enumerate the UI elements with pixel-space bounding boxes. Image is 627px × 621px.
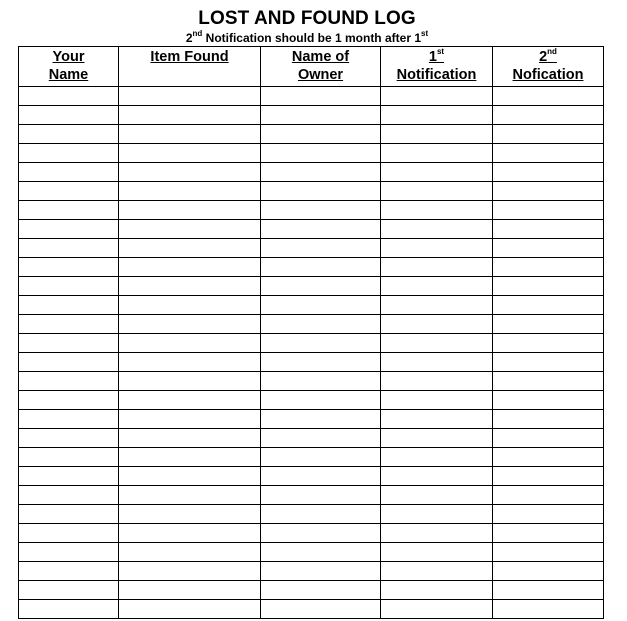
table-row [19,277,604,296]
table-cell[interactable] [381,448,493,467]
table-cell[interactable] [261,334,381,353]
table-cell[interactable] [381,524,493,543]
table-cell[interactable] [261,543,381,562]
table-cell[interactable] [119,429,261,448]
table-cell[interactable] [493,391,604,410]
header-item-found-label: Item Found [150,49,229,65]
table-cell[interactable] [119,410,261,429]
table-cell[interactable] [119,315,261,334]
table-row [19,391,604,410]
table-cell[interactable] [119,144,261,163]
table-row [19,353,604,372]
table-cell[interactable] [119,163,261,182]
table-row [19,410,604,429]
table-cell[interactable] [261,277,381,296]
header-name-of-owner [261,47,381,87]
table-row [19,258,604,277]
table-cell[interactable] [493,315,604,334]
table-cell[interactable] [381,562,493,581]
table-cell[interactable] [493,106,604,125]
header-second-notification-label: Nofication [512,67,584,83]
table-cell[interactable] [119,277,261,296]
header-name-of-owner-line2: Owner [297,67,344,83]
table-cell[interactable] [19,505,119,524]
table-cell[interactable] [493,543,604,562]
table-cell[interactable] [19,524,119,543]
table-cell[interactable] [119,505,261,524]
subtitle-middle-text: Notification should be 1 month after [202,31,415,45]
table-cell[interactable] [19,220,119,239]
table-cell[interactable] [119,600,261,619]
table-cell[interactable] [19,467,119,486]
table-cell[interactable] [381,581,493,600]
table-row [19,163,604,182]
table-cell[interactable] [493,467,604,486]
table-cell[interactable] [493,524,604,543]
table-cell[interactable] [381,201,493,220]
table-row [19,144,604,163]
table-cell[interactable] [381,391,493,410]
table-cell[interactable] [19,600,119,619]
subtitle-superscript-b: st [421,29,429,38]
table-cell[interactable] [493,486,604,505]
table-cell[interactable] [19,125,119,144]
table-cell[interactable] [119,562,261,581]
table-cell[interactable] [493,353,604,372]
table-cell[interactable] [119,391,261,410]
table-row [19,486,604,505]
table-cell[interactable] [381,106,493,125]
subtitle-ordinal-b: 1 [414,31,422,45]
table-cell[interactable] [493,562,604,581]
table-row [19,467,604,486]
table-cell[interactable] [19,372,119,391]
table-row [19,106,604,125]
table-cell[interactable] [19,429,119,448]
table-cell[interactable] [261,486,381,505]
table-cell[interactable] [493,581,604,600]
table-row [19,239,604,258]
table-cell[interactable] [119,106,261,125]
table-cell[interactable] [119,353,261,372]
table-cell[interactable] [19,163,119,182]
table-cell[interactable] [493,296,604,315]
subtitle-ordinal-a: 2 [185,31,193,45]
table-cell[interactable] [381,258,493,277]
table-cell[interactable] [261,182,381,201]
table-row [19,600,604,619]
table-cell[interactable] [119,296,261,315]
header-second-notification-ordinal: 2 [539,49,548,65]
table-cell[interactable] [19,353,119,372]
table-cell[interactable] [119,448,261,467]
table-cell[interactable] [19,543,119,562]
table-cell[interactable] [261,600,381,619]
header-first-notification-label: Notification [396,67,477,83]
table-cell[interactable] [119,334,261,353]
table-row [19,87,604,106]
table-cell[interactable] [381,600,493,619]
table-cell[interactable] [19,182,119,201]
table-cell[interactable] [261,201,381,220]
table-cell[interactable] [493,201,604,220]
table-cell[interactable] [119,125,261,144]
table-cell[interactable] [261,220,381,239]
table-cell[interactable] [119,258,261,277]
table-body [19,87,604,619]
table-cell[interactable] [493,429,604,448]
table-cell[interactable] [119,486,261,505]
table-cell[interactable] [19,144,119,163]
table-cell[interactable] [493,220,604,239]
table-cell[interactable] [119,182,261,201]
table-cell[interactable] [261,410,381,429]
table-cell[interactable] [381,353,493,372]
subtitle-superscript-a: nd [192,29,203,38]
header-name-of-owner-line1: Name of [291,49,350,65]
page-title: LOST AND FOUND LOG [198,8,416,29]
table-cell[interactable] [261,239,381,258]
table-cell[interactable] [261,258,381,277]
table-cell[interactable] [19,410,119,429]
table-cell[interactable] [119,201,261,220]
table-cell[interactable] [381,334,493,353]
table-cell[interactable] [261,315,381,334]
table-row [19,562,604,581]
table-cell[interactable] [19,448,119,467]
table-cell[interactable] [381,467,493,486]
table-cell[interactable] [119,581,261,600]
header-second-notification [493,47,604,87]
table-row [19,448,604,467]
table-row [19,581,604,600]
table-cell[interactable] [381,315,493,334]
table-cell[interactable] [381,486,493,505]
table-cell[interactable] [381,220,493,239]
table-cell[interactable] [19,391,119,410]
table-cell[interactable] [19,277,119,296]
table-cell[interactable] [381,182,493,201]
table-row [19,429,604,448]
header-first-notification-superscript: st [436,47,445,57]
table-row [19,334,604,353]
table-cell[interactable] [19,201,119,220]
table-row [19,201,604,220]
table-cell[interactable] [261,448,381,467]
table-cell[interactable] [261,581,381,600]
table-cell[interactable] [381,125,493,144]
header-your-name-line2: Name [48,67,89,83]
table-cell[interactable] [19,87,119,106]
table-cell[interactable] [493,334,604,353]
table-cell[interactable] [381,277,493,296]
table-cell[interactable] [261,125,381,144]
table-cell[interactable] [493,144,604,163]
table-cell[interactable] [493,163,604,182]
table-cell[interactable] [381,505,493,524]
table-cell[interactable] [261,106,381,125]
table-row [19,543,604,562]
table-cell[interactable] [381,429,493,448]
page-subtitle [0,30,614,46]
table-row [19,125,604,144]
header-first-notification [381,47,493,87]
table-cell[interactable] [493,239,604,258]
table-cell[interactable] [381,239,493,258]
table-row [19,182,604,201]
table-cell[interactable] [119,467,261,486]
table-cell[interactable] [381,410,493,429]
table-cell[interactable] [261,391,381,410]
table-cell[interactable] [493,277,604,296]
table-cell[interactable] [261,505,381,524]
table-cell[interactable] [119,524,261,543]
table-row [19,524,604,543]
table-cell[interactable] [19,239,119,258]
table-cell[interactable] [261,296,381,315]
table-cell[interactable] [261,467,381,486]
table-cell[interactable] [261,562,381,581]
table-cell[interactable] [19,106,119,125]
header-item-found [119,47,261,87]
table-cell[interactable] [381,372,493,391]
table-cell[interactable] [493,125,604,144]
table-cell[interactable] [493,182,604,201]
table-row [19,296,604,315]
header-second-notification-superscript: nd [547,47,557,57]
table-cell[interactable] [19,334,119,353]
header-your-name-line1: Your [52,49,85,65]
table-cell[interactable] [261,372,381,391]
table-row [19,220,604,239]
table-cell[interactable] [261,429,381,448]
table-cell[interactable] [381,87,493,106]
table-cell[interactable] [493,505,604,524]
table-cell[interactable] [119,372,261,391]
table-cell[interactable] [261,353,381,372]
table-cell[interactable] [381,543,493,562]
table-cell[interactable] [381,296,493,315]
table-cell[interactable] [493,448,604,467]
table-cell[interactable] [119,220,261,239]
lost-found-log-table [18,46,604,619]
table-cell[interactable] [493,258,604,277]
table-header-row [19,47,604,87]
table-row [19,505,604,524]
table-cell[interactable] [19,581,119,600]
table-cell[interactable] [19,486,119,505]
table-cell[interactable] [119,543,261,562]
table-cell[interactable] [19,296,119,315]
table-cell[interactable] [19,258,119,277]
table-cell[interactable] [493,87,604,106]
table-cell[interactable] [381,163,493,182]
table-cell[interactable] [261,524,381,543]
table-cell[interactable] [493,600,604,619]
table-cell[interactable] [119,239,261,258]
header-first-notification-ordinal: 1 [428,49,437,65]
table-row [19,372,604,391]
table-cell[interactable] [119,87,261,106]
table-cell[interactable] [261,163,381,182]
table-cell[interactable] [261,144,381,163]
table-cell[interactable] [493,410,604,429]
header-your-name [19,47,119,87]
table-cell[interactable] [493,372,604,391]
table-cell[interactable] [19,315,119,334]
table-row [19,315,604,334]
table-cell[interactable] [19,562,119,581]
table-cell[interactable] [261,87,381,106]
table-cell[interactable] [381,144,493,163]
